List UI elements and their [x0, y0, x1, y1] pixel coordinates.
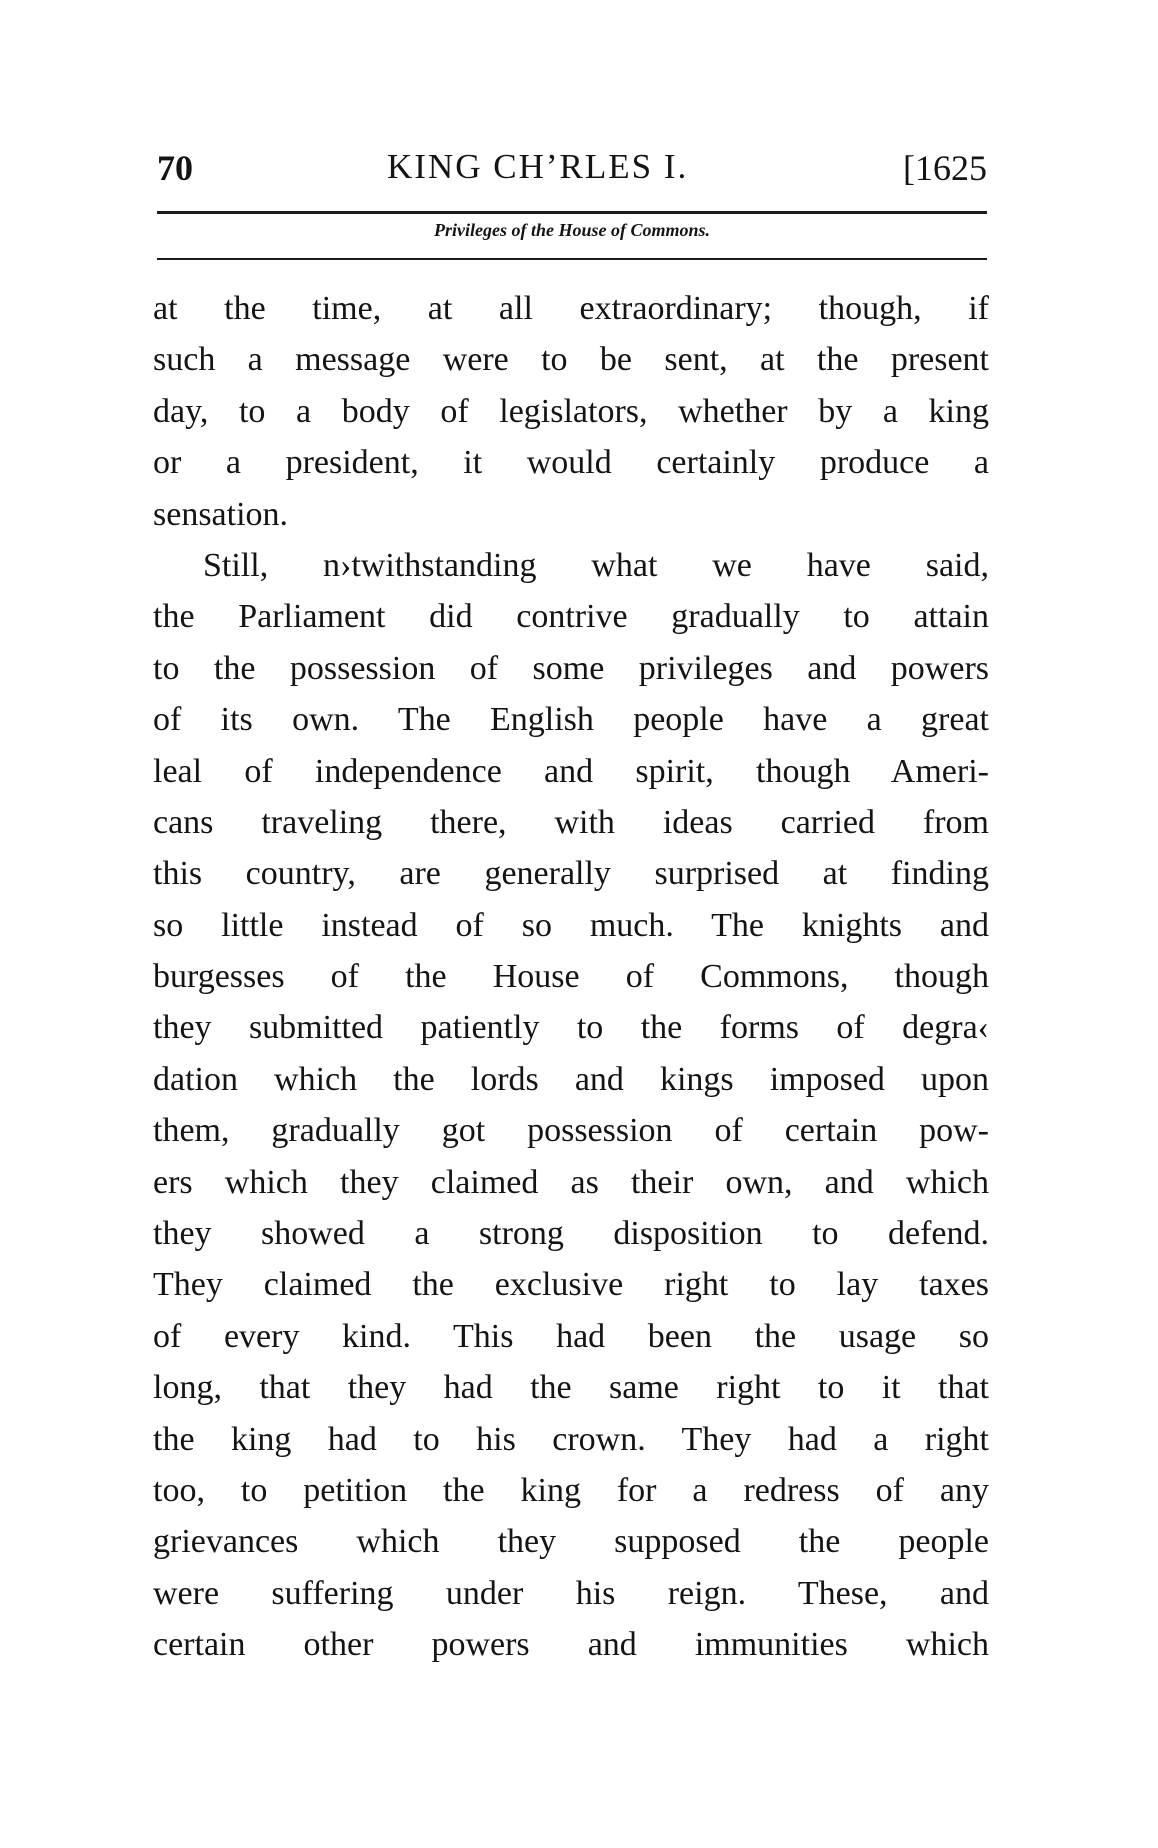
text-line: the king had to his crown. They had a right	[153, 1420, 989, 1458]
running-header	[157, 147, 987, 197]
text-line: them, gradually got possession of certain pow-	[153, 1112, 989, 1150]
header-rule-bottom	[157, 258, 987, 260]
text-line: of its own. The English people have a great	[153, 701, 989, 739]
text-line: They claimed the exclusive right to lay taxes	[153, 1266, 989, 1304]
text-line: certain other powers and immunities which	[153, 1626, 989, 1664]
text-line: they submitted patiently to the forms of degra‹	[153, 1009, 989, 1047]
text-line: dation which the lords and kings imposed upon	[153, 1060, 989, 1098]
text-line: they showed a strong disposition to defend.	[153, 1215, 989, 1253]
text-line: were suffering under his reign. These, and	[153, 1574, 989, 1612]
text-line: to the possession of some privileges and powers	[153, 649, 989, 687]
text-line: grievances which they supposed the people	[153, 1523, 989, 1561]
text-line: burgesses of the House of Commons, though	[153, 958, 989, 996]
text-line: sensation.	[153, 495, 289, 533]
body-text	[153, 283, 989, 1671]
text-line: too, to petition the king for a redress of any	[153, 1471, 989, 1509]
text-line: cans traveling there, with ideas carried from	[153, 803, 989, 841]
text-line: long, that they had the same right to it that	[153, 1369, 989, 1407]
text-line: day, to a body of legislators, whether by a king	[153, 392, 989, 430]
text-line: this country, are generally surprised at finding	[153, 855, 989, 893]
text-line: leal of independence and spirit, though Ameri-	[153, 752, 989, 790]
text-line: Still, n›twithstanding what we have said,	[203, 546, 989, 584]
text-line: the Parliament did contrive gradually to attain	[153, 598, 989, 636]
section-subheading: Privileges of the House of Commons.	[434, 220, 710, 240]
page-number: 70	[157, 148, 193, 188]
text-line: such a message were to be sent, at the present	[153, 341, 989, 379]
text-line: of every kind. This had been the usage so	[153, 1317, 989, 1355]
text-line: so little instead of so much. The knights and	[153, 906, 989, 944]
header-rule-top	[157, 211, 987, 214]
header-year: [1625	[903, 148, 987, 188]
text-line: ers which they claimed as their own, and which	[153, 1163, 989, 1201]
running-title: KING CH’RLES I.	[387, 147, 689, 186]
text-line: or a president, it would certainly produce a	[153, 444, 989, 482]
text-line: at the time, at all extraordinary; though, if	[153, 290, 989, 327]
